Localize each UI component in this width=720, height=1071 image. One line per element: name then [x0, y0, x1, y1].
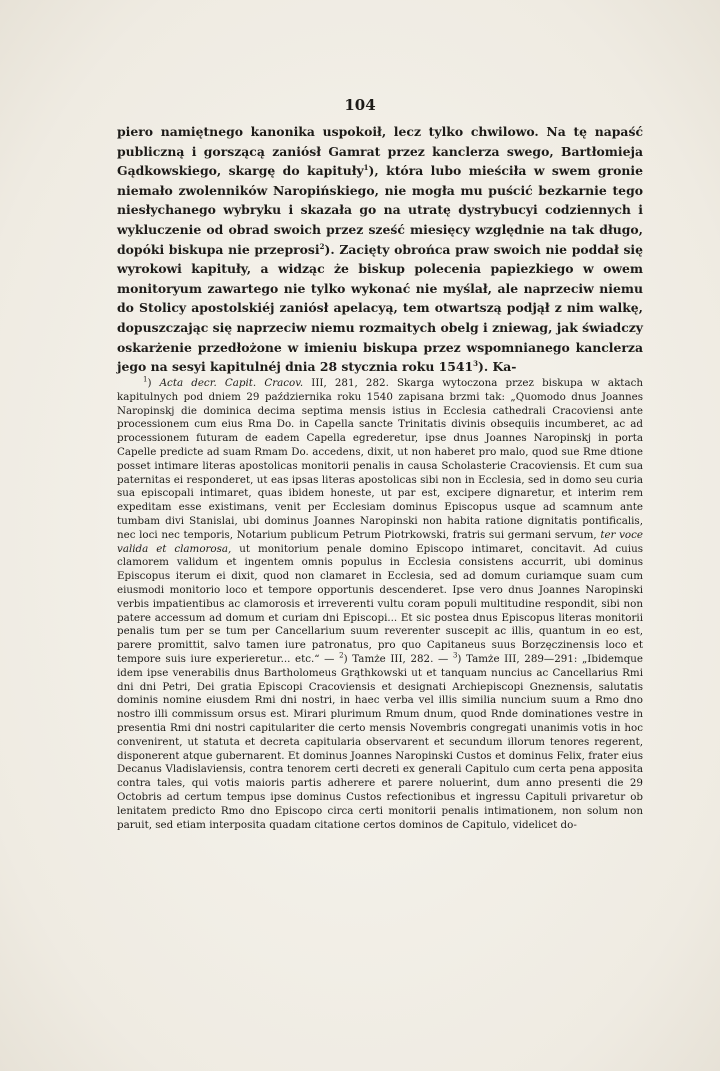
footnote-1-text-b: ut monitorium penale domino Episcopo intimaret, concitavit. Ad cuius clamorem validum et ingentem omnis populus in Ecclesia consistens accurrit, ubi dominus Episcopus iterum ei dixit, quod non clamaret in Ecclesia, sed ad domum curiamque suam cum eiusmodi monitorio loco et tempore opportunis descenderet. Ipse vero dnus Joannes Naropinski verbis impatientibus ac clamorosis et irreverenti vultu coram populi multitudine respondit, sibi non patere accessum ad domum et curiam dni Episcopi... Et sic postea dnus Episcopus literas monitorii penalis tum per se tum per Cancellarium suum reverenter suscepit ac illis, quantum in eo est, parere promittit, salvo tamen iure patronatus, pro quo Capitaneus suus Borzęczinensis loco et tempore suis iure experieretur... etc.“ — — [117, 542, 644, 665]
footnote-1-text-a: III, 281, 282. Skarga wytoczona przez biskupa w aktach kapitulnych pod dniem 29 października roku 1540 zapisana brzmi tak: „Quomodo dnus Joannes Naropinskj die dominica decima septima mensis istius in Ecclesia cathedrali Cracoviensi ante processionem cum eius Rma Do. in Capella sancte Trinitatis divinis obsequiis incumberet, ac ad processionem futuram de eadem Capella egrederetur, ipse dnus Joannes Naropinskj in porta Capelle predicte ad suam Rmam Do. accedens, dixit, ut non haberet pro malo, quod sue Rme dtione posset intimare literas apostolicas monitorii penalis in causa Scholasterie Cracoviensis. Et cum sua paternitas ei responderet, ut eas ipsas literas apostolicas sibi non in Ecclesia, sed in domo seu curia sua episcopali intimaret, quas ibidem honeste, ut par est, excipere dignaretur, et interim rem expeditam esse existimans, venit per Ecclesiam dominus Episcopus usque ad scamnum ante tumbam divi Stanislai, ubi dominus Joannes Naropinski non habita ratione dignitatis pontificalis, nec loci nec temporis, Notarium publicum Petrum Piotrkowski, fratris sui germani servum, — [117, 377, 643, 541]
footnote-1-source: Acta decr. Capit. Cracov. — [159, 377, 304, 389]
footnote-2-text: ) Tamże III, 282. — — [343, 652, 453, 665]
main-text-part-2: ), która lubo mieściła w swem gronie niemało zwolenników Naropińskiego, nie mogła mu puścić bezkarnie tego niesłychanego wybryku i skazała go na utratę dystrybucyi codziennych i wykluczenie od obrad swoich przez sześć miesięcy względnie na tak długo, dopóki biskupa nie przeprosi — [117, 163, 643, 257]
main-text-part-4: ). Ka- — [478, 359, 517, 375]
main-text-part-3: ). Zacięty obrońca praw swoich nie poddał się wyrokowi kapituły, a widząc że biskup polecenia papiezkiego w owem monitoryum zawartego nie tylko wykonać nie myślał, ale naprzeciw niemu do Stolicy apostolskiéj zaniósł apelacyą, tem otwartszą podjął z nim walkę, dopuszczając się naprzeciw niemu rozmaitych obelg i zniewag, jak świadczy oskarżenie przedłożone w imieniu biskupa przez wspomnianego kanclerza jego na sesyi kapitulnéj dnia 28 stycznia roku 1541 — [117, 241, 644, 375]
footnote-2-marker: 2 — [339, 651, 344, 660]
footnote-1-phrase: ter voce valida et clamorosa, — [117, 528, 643, 555]
footnote-ref-2: 2 — [319, 241, 325, 251]
footnotes: $^1$) Acta decr. Capit. Cracov. III, 281, 282. Skarga wytoczona przez biskupa w aktach kapitulnych pod dniem 29 października roku 1540 zapisana brzmi tak: „Quomodo dnus Joannes Naropinskj die dominica decima septima mensis istius in Ecclesia cathedrali Cracoviensi ante processionem cum eius Rma Do. in Capella sancte Trinitatis divinis obsequiis incumberet, ac ad processionem futuram de eadem Capella egrederetur, ipse dnus Joannes Naropinskj in porta Capelle predicte ad suam Rmam Do. accedens, dixit, ut non haberet pro malo, quod sue Rme dtione posset intimare literas apostolicas monitorii penalis in causa Scholasterie Cracoviensis. Et cum sua paternitas ei responderet, ut eas ipsas literas apostolicas sibi non in Ecclesia, sed in domo seu curia sua episcopali intimaret, quas ibidem honeste, ut par est, excipere dignaretur, et interim rem expeditam esse existimans, venit per Ecclesiam dominus Episcopus usque ad scamnum ante tumbam divi Stanislai, ubi dominus Joannes Naropinski non habita ratione dignitatis pontificalis, nec loci nec temporis, Notarium publicum Petrum Piotrkowski, fratris sui germani servum, ter voce valida et clamorosa, ut monitorium penale domino Episcopo intimaret, concitavit. Ad cuius clamorem validum et ingentem omnis populus in Ecclesia consistens accurrit, ubi dominus Episcopus iterum ei dixit, quod non clamaret in Ecclesia, sed ad domum curiamque suam cum eiusmodi monitorio loco et tempore opportunis descenderet. Ipse vero dnus Joannes Naropinski verbis impatientibus ac clamorosis et irreverenti vultu coram populi multitudine respondit, sibi non patere accessum ad domum et curiam dni Episcopi... Et sic postea dnus Episcopus literas monitorii penalis tum per se tum per Cancellarium suum reverenter suscepit ac illis, quantum in eo est, parere promittit, salvo tamen iure patronatus, pro quo Capitaneus suus Borzęczinensis loco et tempore suis iure experieretur... etc.“ — $^2$) Tamże III, 282. — $^3$) Tamże III, 289—291: „Ibidemque idem ipse venerabilis dnus Bartholomeus Grąthkowski ut et tanquam nuncius ac Cancellarius Rmi dni dni Petri, Dei gratia Episcopi Cracoviensis et designati Archiepiscopi Gneznensis, salutatis dominis nomine eiusdem Rmi dni nostri, in haec verba vel illis similia nuncium suum a Rmo dno nostro illi commissum orsus est. Mirari plurimum Rmum dnum, quod Rnde dominationes vestre in presentia Rmi dni nostri capitulariter die certo mensis Novembris congregati unanimis votis in hoc convenirent, ut statuta et decreta capitularia observarent et secundum illorum tenores regerent, disponerent atque gubernarent. Et dominus Joannes Naropinski Custos et dominus Felix, frater eius Decanus Vladislaviensis, contra tenorem certi decreti ex generali Capitulo cum certa pena apposita contra tales, qui votis maioris partis adherere et parere noluerint, dum anno presenti die 29 Octobris ad certum tempus ipse dominus Custos refectionibus et ingressu Capituli privaretur ob lenitatem predicto Rmo dno Episcopo circa certi monitorii penalis intimationem, non solum non paruit, sed etiam interposita quadam citatione certos dominos de Capitulo, videlicet do- — [117, 375, 644, 831]
footnote-3-text: ) Tamże III, 289—291: „Ibidemque idem ipse venerabilis dnus Bartholomeus Grąthkowski ut et tanquam nuncius ac Cancellarius Rmi dni dni Petri, Dei gratia Episcopi Cracoviensis et designati Archiepiscopi Gneznensis, salutatis dominis nomine eiusdem Rmi dni nostri, in haec verba vel illis similia nuncium suum a Rmo dno nostro illi commissum orsus est. Mirari plurimum Rmum dnum, quod Rnde dominationes vestre in presentia Rmi dni nostri capitulariter die certo mensis Novembris congregati unanimis votis in hoc convenirent, ut statuta et decreta capitularia observarent et secundum illorum tenores regerent, disponerent atque gubernarent. Et dominus Joannes Naropinski Custos et dominus Felix, frater eius Decanus Vladislaviensis, contra tenorem certi decreti ex generali Capitulo cum certa pena apposita contra tales, qui votis maioris partis adherere et parere noluerint, dum anno presenti die 29 Octobris ad certum tempus ipse dominus Custos refectionibus et ingressu Capituli privaretur ob lenitatem predicto Rmo dno Episcopo circa certi monitorii penalis intimationem, non solum non paruit, sed etiam interposita quadam citatione certos dominos de Capitulo, videlicet do- — [117, 652, 644, 831]
footnote-1-marker: 1 — [143, 375, 148, 384]
footnote-ref-1: 1 — [363, 163, 369, 173]
footnote-ref-3: 3 — [473, 359, 479, 368]
footnote-3-marker: 3 — [452, 651, 458, 660]
main-text-part-1: piero namiętnego kanonika uspokoił, lecz tylko chwilowo. Na tę napaść publiczną i gorszącą zaniósł Gamrat przez kanclerza swego, Bartłomieja Gądkowskiego, skargę do kapituły — [117, 124, 643, 179]
main-text — [117, 122, 643, 377]
page-number: 104 — [344, 96, 376, 114]
